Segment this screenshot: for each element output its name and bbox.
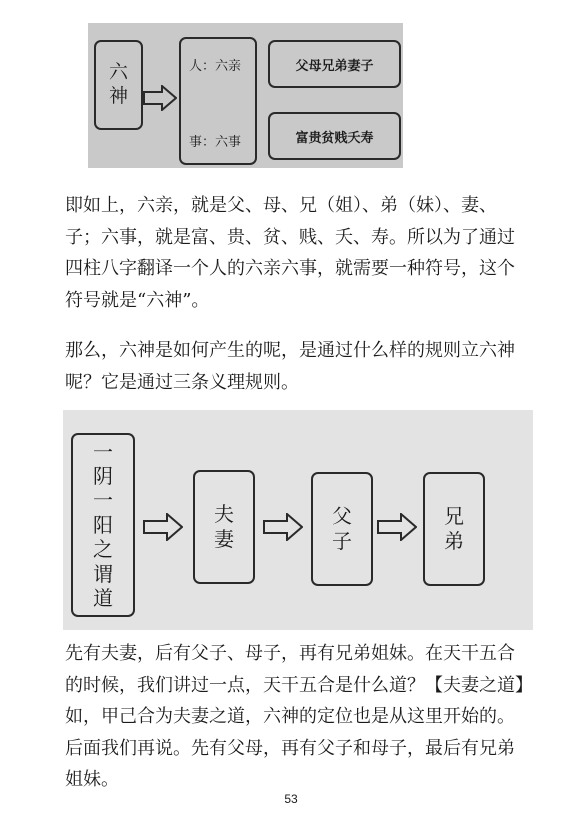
dao-char-5: 之 <box>93 537 113 562</box>
liushen-box <box>94 40 143 130</box>
yinyang-dao-box <box>71 433 135 617</box>
liushen-char-1: 六 <box>108 61 128 84</box>
fuqi-char-2: 妻 <box>214 527 234 551</box>
dao-char-7: 道 <box>93 585 113 610</box>
right-arrow-icon <box>143 85 177 111</box>
fuqi-char-1: 夫 <box>214 502 234 526</box>
xiongdi-box <box>423 472 485 586</box>
liushi-text: 富贵贫贱夭寿 <box>295 130 374 146</box>
ren-shi-box <box>179 37 257 165</box>
dao-char-3: 一 <box>93 488 113 513</box>
shi-liushi-label: 事：六事 <box>189 135 242 150</box>
right-arrow-icon <box>263 513 303 541</box>
paragraph-1: 即如上，六亲，就是父、母、兄（姐）、弟（妹）、妻、子；六事，就是富、贵、贫、贱、夭、寿。所以为了通过四柱八字翻译一个人的六亲六事，就需要一种符号，这个符号就是“六神”。 <box>65 195 515 311</box>
paragraph-3: 先有夫妻，后有父子、母子，再有兄弟姐妹。在天干五合的时候，我们讲过一点，天干五合是什么道？【夫妻之道】如，甲己合为夫妻之道，六神的定位也是从这里开始的。后面我们再说。先有父母，再有父子和母子，最后有兄弟姐妹。 <box>65 643 524 790</box>
xiongdi-char-1: 兄 <box>444 504 464 528</box>
dao-char-1: 一 <box>93 439 113 464</box>
right-arrow-icon <box>377 513 417 541</box>
ren-liuqin-label: 人：六亲 <box>189 59 242 74</box>
dao-char-6: 谓 <box>93 561 113 586</box>
liushen-char-2: 神 <box>108 85 128 107</box>
page-number: 53 <box>284 792 298 806</box>
fuzi-box <box>311 472 373 586</box>
dao-char-2: 阴 <box>93 464 113 489</box>
paragraph-2: 那么，六神是如何产生的呢，是通过什么样的规则立六神呢？它是通过三条义理规则。 <box>65 340 515 393</box>
liuqin-box <box>268 40 401 88</box>
liuqin-text: 父母兄弟妻子 <box>295 58 374 74</box>
liushen-diagram <box>88 23 403 168</box>
dao-char-4: 阳 <box>93 512 113 537</box>
fuzi-char-1: 父 <box>332 504 352 528</box>
fuqi-box <box>193 470 255 584</box>
fuzi-char-2: 子 <box>332 529 352 553</box>
liushi-box <box>268 112 401 160</box>
right-arrow-icon <box>143 513 183 541</box>
yinyang-diagram <box>63 410 533 630</box>
xiongdi-char-2: 弟 <box>444 529 464 553</box>
